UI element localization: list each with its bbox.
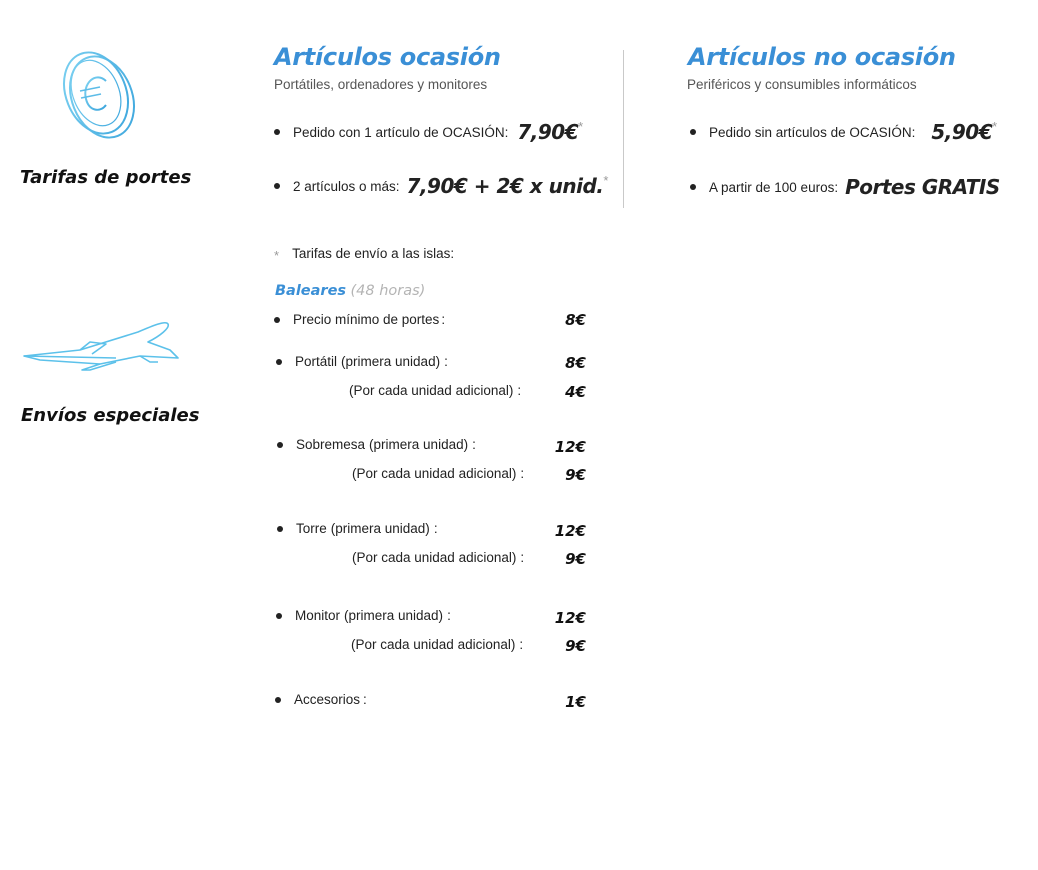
colon: : bbox=[519, 637, 524, 652]
rate-row bbox=[275, 692, 367, 707]
bullet bbox=[274, 183, 280, 189]
airplane-icon bbox=[20, 318, 182, 378]
colon: : bbox=[441, 312, 446, 327]
colon: : bbox=[447, 608, 451, 623]
region-hours: (48 horas) bbox=[350, 283, 426, 299]
rate-row bbox=[277, 437, 476, 452]
product-name: Portátil bbox=[295, 354, 338, 369]
asterisk-mark: * bbox=[992, 118, 998, 134]
rate-subrow bbox=[352, 466, 524, 481]
islands-note-text: Tarifas de envío a las islas: bbox=[292, 246, 455, 261]
rate-row bbox=[277, 521, 438, 536]
price: 7,90€ bbox=[517, 120, 579, 144]
rate-subrow bbox=[349, 383, 521, 398]
colon: : bbox=[520, 466, 525, 481]
list-item bbox=[690, 175, 1000, 199]
price: 5,90€ bbox=[931, 120, 993, 144]
rate-row bbox=[274, 312, 445, 327]
item-label: Pedido con 1 artículo de OCASIÓN: bbox=[293, 124, 509, 140]
colon: : bbox=[520, 550, 525, 565]
item-label: A partir de 100 euros: bbox=[709, 179, 839, 195]
list-item bbox=[274, 120, 583, 144]
first-unit-note: (primera unidad) bbox=[369, 437, 469, 452]
bullet bbox=[277, 442, 283, 448]
rate-value: 12€ bbox=[554, 438, 586, 456]
additional-unit-note: (Por cada unidad adicional) bbox=[352, 550, 517, 565]
rate-label: Precio mínimo de portes bbox=[293, 312, 440, 327]
rate-value: 12€ bbox=[554, 609, 586, 627]
bullet bbox=[275, 697, 281, 703]
additional-unit-note: (Por cada unidad adicional) bbox=[349, 383, 514, 398]
no-ocasion-subtitle: Periféricos y consumibles informáticos bbox=[687, 77, 917, 92]
asterisk-mark: * bbox=[603, 172, 609, 188]
price: 7,90€ + 2€ x unid. bbox=[406, 174, 604, 198]
product-name: Torre bbox=[296, 521, 327, 536]
rate-row bbox=[276, 608, 451, 623]
first-unit-note: (primera unidad) bbox=[330, 521, 430, 536]
rate-row bbox=[276, 354, 448, 369]
colon: : bbox=[517, 383, 522, 398]
item-label: Pedido sin artículos de OCASIÓN: bbox=[709, 124, 916, 140]
islands-note bbox=[274, 246, 454, 261]
rate-subrow bbox=[352, 550, 524, 565]
bullet bbox=[690, 129, 696, 135]
rate-value: 4€ bbox=[565, 383, 586, 401]
ocasion-title: Artículos ocasión bbox=[274, 43, 501, 71]
rate-subrow bbox=[351, 637, 523, 652]
envios-label: Envíos especiales bbox=[21, 405, 200, 426]
region-title bbox=[275, 282, 425, 300]
bullet bbox=[277, 526, 283, 532]
price: Portes GRATIS bbox=[845, 175, 1000, 199]
euro-coin-icon bbox=[58, 47, 142, 143]
rate-value: 9€ bbox=[565, 466, 586, 484]
bullet bbox=[276, 613, 282, 619]
additional-unit-note: (Por cada unidad adicional) bbox=[352, 466, 517, 481]
colon: : bbox=[363, 692, 367, 707]
asterisk-mark: * bbox=[578, 118, 584, 134]
colon: : bbox=[444, 354, 448, 369]
bullet bbox=[690, 184, 696, 190]
bullet bbox=[274, 317, 280, 323]
tarifas-label: Tarifas de portes bbox=[20, 167, 192, 188]
list-item bbox=[690, 120, 997, 144]
rate-value: 1€ bbox=[565, 693, 586, 711]
first-unit-note: (primera unidad) bbox=[341, 354, 441, 369]
rate-value: 12€ bbox=[554, 522, 586, 540]
column-divider bbox=[623, 50, 624, 208]
product-name: Sobremesa bbox=[296, 437, 366, 452]
rate-value: 8€ bbox=[565, 311, 586, 329]
no-ocasion-title: Artículos no ocasión bbox=[688, 43, 956, 71]
item-label: 2 artículos o más: bbox=[293, 178, 400, 194]
rate-value: 9€ bbox=[565, 550, 586, 568]
additional-unit-note: (Por cada unidad adicional) bbox=[351, 637, 516, 652]
colon: : bbox=[433, 521, 438, 536]
ocasion-subtitle: Portátiles, ordenadores y monitores bbox=[274, 77, 488, 92]
rate-value: 9€ bbox=[565, 637, 586, 655]
rate-value: 8€ bbox=[565, 354, 586, 372]
first-unit-note: (primera unidad) bbox=[344, 608, 444, 623]
product-name: Accesorios bbox=[294, 692, 361, 707]
region-name: Baleares bbox=[275, 283, 347, 299]
bullet bbox=[276, 359, 282, 365]
colon: : bbox=[472, 437, 476, 452]
product-name: Monitor bbox=[295, 608, 341, 623]
list-item bbox=[274, 174, 608, 198]
asterisk-mark: * bbox=[274, 248, 280, 263]
bullet bbox=[274, 129, 280, 135]
